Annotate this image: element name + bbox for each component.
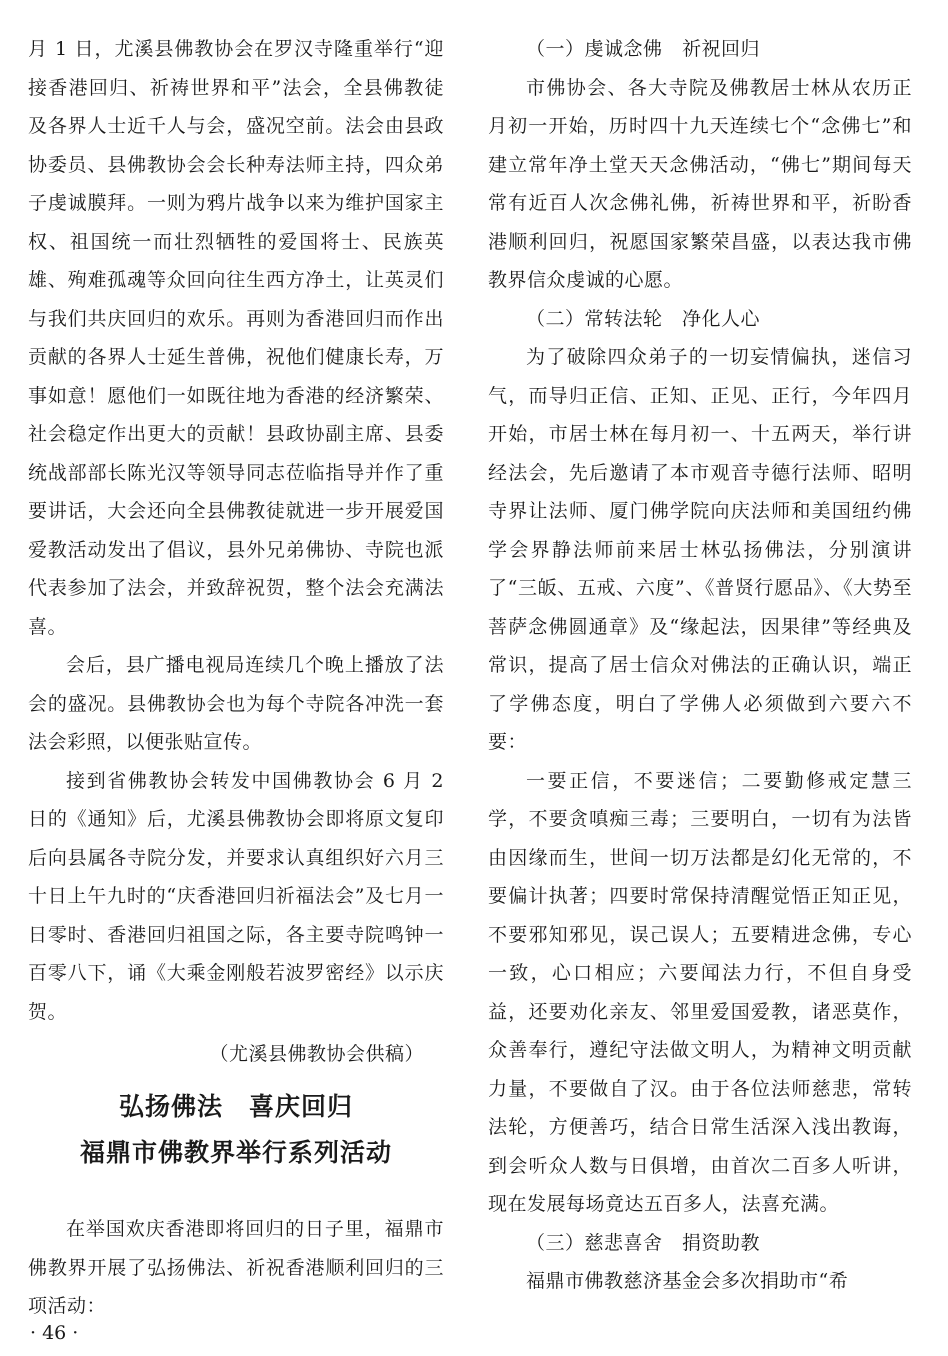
section-heading-2: （二）常转法轮 净化人心 [526, 307, 761, 330]
left-paragraph-3: 接到省佛教协会转发中国佛教协会 6 月 2 日的《通知》后，尤溪县佛教协会即将原文复印后向县属各寺院分发，并要求认真组织好六月三十日上午九时的“庆香港回归祈福法会”及七月一日零时、香港回归祖国之际，各主要寺院鸣钟一百零八下，诵《大乘金刚般若波罗密经》以示庆贺。 [28, 769, 444, 1023]
article-credit: （尤溪县佛教协会供稿） [209, 1043, 424, 1065]
right-paragraph-3: 一要正信，不要迷信；二要勤修戒定慧三学，不要贪嗔痴三毒；三要明白，一切有为法皆由因缘而生，世间一切万法都是幻化无常的，不要偏计执著；四要时常保持清醒觉悟正知正见，不要邪知邪见，误己误人；五要精进念佛，专心一致，心口相应；六要闻法力行，不但自身受益，还要劝化亲友、邻里爱国爱教，诸恶莫作，众善奉行，遵纪守法做文明人，为精神文明贡献力量，不要做自了汉。由于各位法师慈悲，常转法轮，方便善巧，结合日常生活深入浅出教诲，到会听众人数与日俱增，由首次二百多人听讲，现在发展每场竟达五百多人，法喜充满。 [488, 769, 912, 1215]
section-heading-3: （三）慈悲喜舍 捐资助教 [526, 1231, 761, 1254]
article-title-line-1: 弘扬佛法 喜庆回归 [118, 1092, 353, 1121]
intro-paragraph: 在举国欢庆香港即将回归的日子里，福鼎市佛教界开展了弘扬佛法、祈祝香港顺利回归的三项活动： [28, 1218, 444, 1317]
right-column [488, 30, 912, 1301]
right-paragraph-4: 福鼎市佛教慈济基金会多次捐助市“希 [526, 1270, 849, 1292]
left-lower-column [28, 1210, 444, 1326]
right-paragraph-1: 市佛协会、各大寺院及佛教居士林从农历正月初一开始，历时四十九天连续七个“念佛七”和建立常年净土堂天天念佛活动，“佛七”期间每天常有近百人次念佛礼佛，祈祷世界和平，祈盼香港顺利回归，祝愿国家繁荣昌盛，以表达我市佛教界信众虔诚的心愿。 [488, 76, 912, 291]
right-paragraph-2: 为了破除四众弟子的一切妄情偏执，迷信习气，而导归正信、正知、正见、正行，今年四月开始，市居士林在每月初一、十五两天，举行讲经法会，先后邀请了本市观音寺德行法师、昭明寺界让法师、厦门佛学院向庆法师和美国纽约佛学会界静法师前来居士林弘扬佛法，分别演讲了“三皈、五戒、六度”、《普贤行愿品》、《大势至菩萨念佛圆通章》及“缘起法，因果律”等经典及常识，提高了居士信众对佛法的正确认识，端正了学佛态度，明白了学佛人必须做到六要六不要： [488, 346, 912, 753]
article-title [28, 1084, 444, 1176]
left-paragraph-2: 会后，县广播电视局连续几个晚上播放了法会的盛况。县佛教协会也为每个寺院各冲洗一套法会彩照，以便张贴宣传。 [28, 654, 444, 753]
section-heading-1: （一）虔诚念佛 祈祝回归 [526, 38, 761, 60]
left-column [28, 30, 444, 1074]
left-paragraph-1: 月 1 日，尤溪县佛教协会在罗汉寺隆重举行“迎接香港回归、祈祷世界和平”法会，全县佛教徒及各界人士近千人与会，盛况空前。法会由县政协委员、县佛教协会会长种寿法师主持，四众弟子虔诚膜拜。一则为鸦片战争以来为维护国家主权、祖国统一而壮烈牺牲的爱国将士、民族英雄、殉难孤魂等众回向往生西方净土，让英灵们与我们共庆回归的欢乐。再则为香港回归而作出贡献的各界人士延生普佛，祝他们健康长寿，万事如意！愿他们一如既往地为香港的经济繁荣、社会稳定作出更大的贡献！县政协副主席、县委统战部部长陈光汉等领导同志莅临指导并作了重要讲话，大会还向全县佛教徒就进一步开展爱国爱教活动发出了倡议，县外兄弟佛协、寺院也派代表参加了法会，并致辞祝贺，整个法会充满法喜。 [28, 38, 444, 638]
page-number: · 46 · [30, 1322, 79, 1344]
article-title-line-2: 福鼎市佛教界举行系列活动 [79, 1138, 392, 1167]
